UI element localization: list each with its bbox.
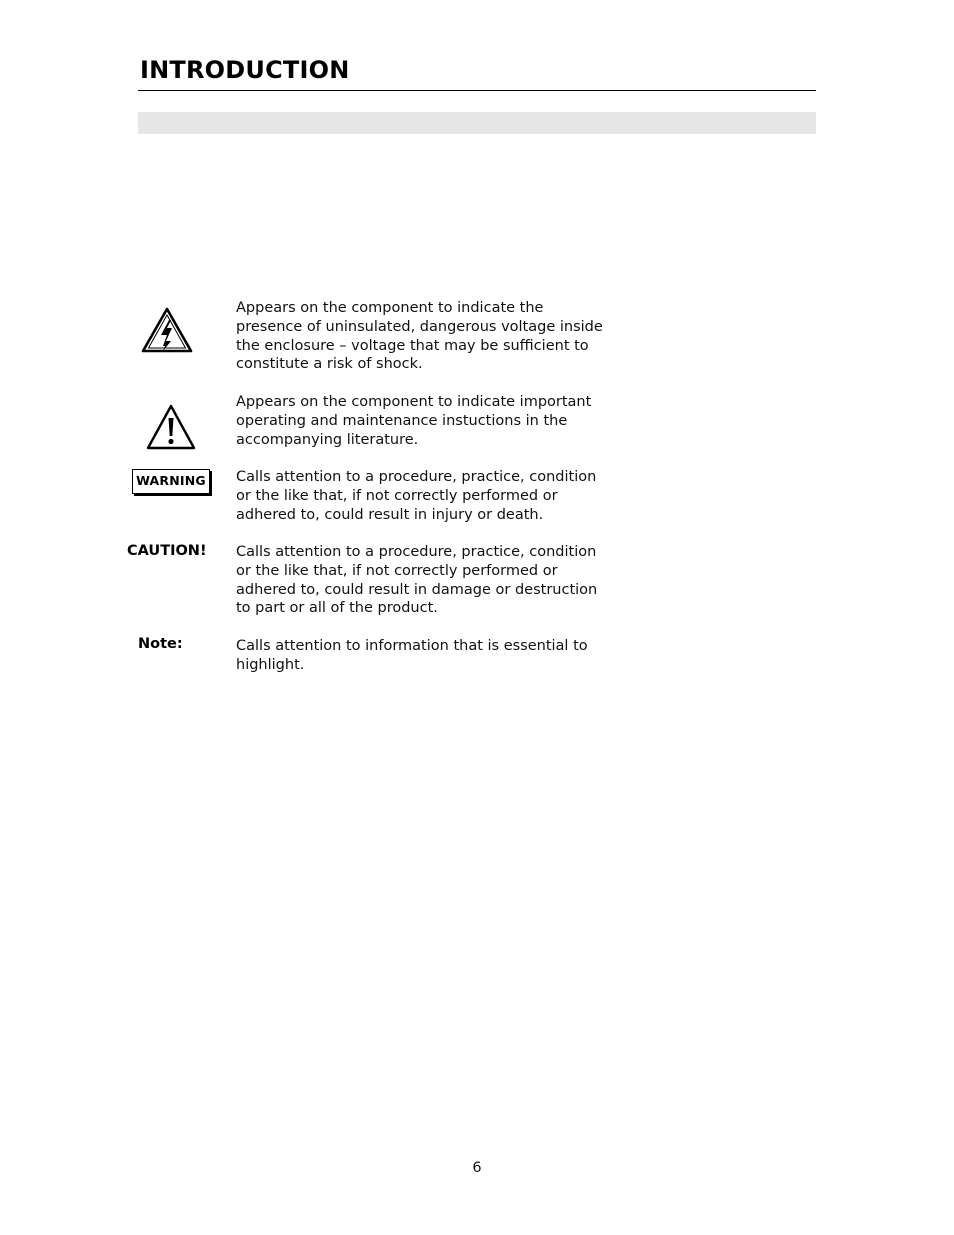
- electric-shock-warning-icon: [140, 306, 194, 354]
- page-number: 6: [472, 1160, 482, 1176]
- warning-label: WARNING: [132, 469, 210, 494]
- note-label: Note:: [138, 636, 183, 652]
- caution-description: Calls attention to a procedure, practice, condition or the like that, if not correctly performed or adhered to, could result in damage or destruction to part or all of the product.: [236, 544, 598, 617]
- exclamation-warning-icon: [145, 403, 197, 451]
- section-heading-bar: [138, 112, 816, 134]
- caution-label: CAUTION!: [127, 543, 207, 559]
- title-underline: [138, 90, 816, 91]
- page-title: INTRODUCTION: [140, 56, 350, 84]
- note-description: Calls attention to information that is essential to highlight.: [236, 638, 588, 673]
- exclamation-description: Appears on the component to indicate important operating and maintenance instuctions in the accompanying literature.: [236, 394, 592, 448]
- electric-shock-description: Appears on the component to indicate the presence of uninsulated, dangerous voltage inside the enclosure – voltage that may be sufficient to constitute a risk of shock.: [236, 300, 603, 373]
- warning-description: Calls attention to a procedure, practice, condition or the like that, if not correctly performed or adhered to, could result in injury or death.: [236, 469, 597, 523]
